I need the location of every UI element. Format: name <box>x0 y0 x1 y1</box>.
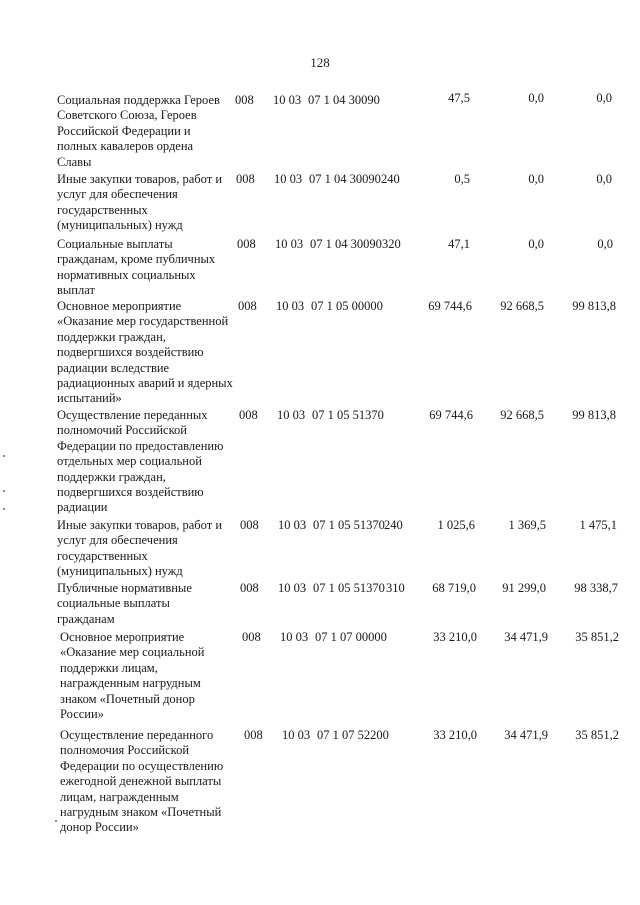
amount-year-2: 34 471,9 <box>504 630 548 644</box>
row-codes <box>240 518 440 534</box>
amount-year-3: 0,0 <box>597 237 613 251</box>
amount-year-2: 0,0 <box>528 91 544 105</box>
amount-year-2: 34 471,9 <box>504 728 548 742</box>
target-article-code: 07 1 05 00000 <box>311 299 383 313</box>
row-name: Иные закупки товаров, работ и услуг для обеспечения государственных (муниципальных) нужд <box>57 518 223 579</box>
amount-year-2: 92 668,5 <box>500 408 544 422</box>
target-article-code: 07 1 05 51370 <box>312 408 384 422</box>
target-article-code: 07 1 04 30090 <box>310 237 382 251</box>
amount-year-3: 35 851,2 <box>575 630 619 644</box>
scan-speck <box>55 820 57 822</box>
amount-year-2: 0,0 <box>528 237 544 251</box>
amount-year-3: 98 338,7 <box>574 581 618 595</box>
row-name: Социальная поддержка Героев Советского Союза, Героев Российской Федерации и полных кавалеров ордена Славы <box>57 93 220 169</box>
row-codes <box>240 581 440 597</box>
amount-year-1: 33 210,0 <box>433 728 477 742</box>
section-code: 10 03 <box>282 728 311 742</box>
section-code: 10 03 <box>280 630 309 644</box>
amount-year-1: 0,5 <box>454 172 470 186</box>
page-number: 128 <box>310 55 330 70</box>
row-name: Публичные нормативные социальные выплаты гражданам <box>57 581 192 626</box>
target-article-code: 07 1 07 52200 <box>317 728 389 742</box>
target-article-code: 07 1 04 30090 <box>308 93 380 107</box>
scan-speck <box>3 455 5 457</box>
row-name: Социальные выплаты гражданам, кроме публичных нормативных социальных выплат <box>57 237 216 298</box>
amount-year-2: 0,0 <box>528 172 544 186</box>
section-code: 10 03 <box>278 581 307 595</box>
row-codes <box>236 172 436 188</box>
amount-year-2: 92 668,5 <box>500 299 544 313</box>
expense-type-code: 240 <box>381 172 400 186</box>
amount-year-3: 1 475,1 <box>579 518 617 532</box>
section-code: 10 03 <box>276 299 305 313</box>
ved-code: 008 <box>236 172 255 186</box>
row-codes <box>242 630 442 646</box>
ved-code: 008 <box>239 408 258 422</box>
amount-year-3: 0,0 <box>596 172 612 186</box>
section-code: 10 03 <box>277 408 306 422</box>
ved-code: 008 <box>235 93 254 107</box>
amount-year-2: 1 369,5 <box>508 518 546 532</box>
row-name: Иные закупки товаров, работ и услуг для обеспечения государственных (муниципальных) нужд <box>57 172 223 233</box>
amount-year-3: 0,0 <box>596 91 612 105</box>
row-codes <box>235 93 435 109</box>
amount-year-2: 91 299,0 <box>502 581 546 595</box>
amount-year-1: 68 719,0 <box>432 581 476 595</box>
row-codes <box>238 299 438 315</box>
amount-year-1: 69 744,6 <box>429 408 473 422</box>
target-article-code: 07 1 05 51370 <box>313 518 385 532</box>
ved-code: 008 <box>237 237 256 251</box>
expense-type-code: 240 <box>384 518 403 532</box>
target-article-code: 07 1 07 00000 <box>315 630 387 644</box>
section-code: 10 03 <box>278 518 307 532</box>
ved-code: 008 <box>244 728 263 742</box>
amount-year-1: 1 025,6 <box>437 518 475 532</box>
target-article-code: 07 1 04 30090 <box>309 172 381 186</box>
expense-type-code: 320 <box>382 237 401 251</box>
ved-code: 008 <box>242 630 261 644</box>
ved-code: 008 <box>240 518 259 532</box>
amount-year-1: 47,5 <box>448 91 470 105</box>
amount-year-3: 99 813,8 <box>572 408 616 422</box>
amount-year-1: 33 210,0 <box>433 630 477 644</box>
amount-year-1: 69 744,6 <box>428 299 472 313</box>
scan-speck <box>3 490 5 492</box>
section-code: 10 03 <box>274 172 303 186</box>
row-codes <box>244 728 444 744</box>
ved-code: 008 <box>240 581 259 595</box>
amount-year-1: 47,1 <box>448 237 470 251</box>
section-code: 10 03 <box>275 237 304 251</box>
target-article-code: 07 1 05 51370 <box>313 581 385 595</box>
row-name: Осуществление переданных полномочий Российской Федерации по предоставлению отдельных мер социальной поддержки граждан, подвергшихся воздействию радиации <box>57 408 224 515</box>
row-name: Основное мероприятие «Оказание мер социальной поддержки лицам, награжденным нагрудным знаком «Почетный донор России» <box>60 630 205 722</box>
expense-type-code: 310 <box>386 581 405 595</box>
row-name: Основное мероприятие «Оказание мер государственной поддержки граждан, подвергшихся воздействию радиации вследствие радиационных аварий и ядерных испытаний» <box>57 299 233 406</box>
row-name: Осуществление переданного полномочия Российской Федерации по осуществлению ежегодной денежной выплаты лицам, награжденным нагрудным знаком «Почетный донор России» <box>60 728 224 835</box>
amount-year-3: 99 813,8 <box>572 299 616 313</box>
scan-speck <box>3 508 5 510</box>
amount-year-3: 35 851,2 <box>575 728 619 742</box>
row-codes <box>239 408 439 424</box>
section-code: 10 03 <box>273 93 302 107</box>
row-codes <box>237 237 437 253</box>
ved-code: 008 <box>238 299 257 313</box>
